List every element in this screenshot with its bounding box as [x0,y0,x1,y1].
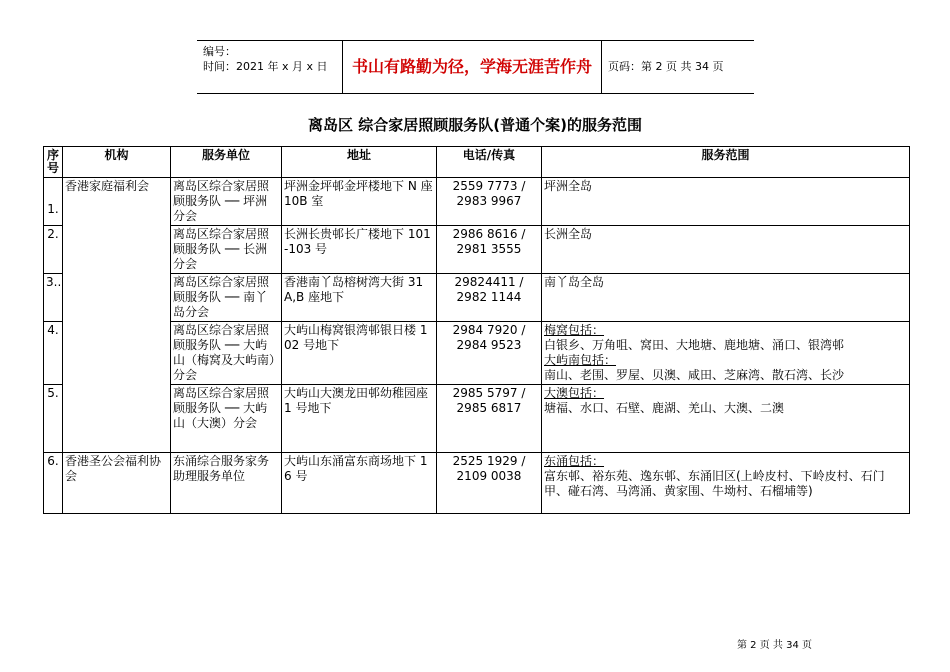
table-row [44,453,910,514]
address-cell: 大屿山东涌富东商场地下 16 号 [282,453,437,514]
fax-number: 2982 1144 [456,290,522,304]
address-cell: 大屿山大澳龙田邨幼稚园座 1 号地下 [282,385,437,453]
document-header [197,40,754,94]
scope-cell [542,322,910,385]
row-index: 3.. [44,274,63,322]
unit-cell: 离岛区综合家居照顾服务队 ── 大屿山（梅窝及大屿南）分会 [171,322,282,385]
col-header-phone: 电话/传真 [437,147,542,178]
col-header-unit: 服务单位 [171,147,282,178]
unit-cell: 离岛区综合家居照顾服务队 ── 大屿山（大澳）分会 [171,385,282,453]
scope-title: 东涌包括： [544,454,605,468]
unit-cell: 离岛区综合家居照顾服务队 ── 坪洲分会 [171,178,282,226]
header-motto: 书山有路勤为径，学海无涯苦作舟 [342,41,602,93]
phone-cell [437,385,542,453]
fax-number: 2109 0038 [456,469,522,483]
table-row [44,178,910,226]
scope-title-2: 大屿南包括： [544,353,617,367]
scope-text: 长洲全岛 [544,227,593,241]
scope-title: 梅窝包括： [544,323,605,337]
phone-cell [437,274,542,322]
row-index: 1. [44,178,63,226]
fax-number: 2984 9523 [456,338,522,352]
scope-title: 大澳包括： [544,386,605,400]
phone-number: 29824411 / [454,275,524,289]
col-header-scope: 服务范围 [542,147,910,178]
scope-cell [542,226,910,274]
header-page-label: 页码：第 2 页 共 34 页 [608,60,724,73]
scope-text: 塘福、水口、石壁、鹿湖、羌山、大澳、二澳 [544,401,785,415]
table-row [44,226,910,274]
time-label: 时间：2021 年 x 月 x 日 [203,60,328,73]
header-meta [197,41,342,93]
address-cell: 大屿山梅窝银湾邨银日楼 102 号地下 [282,322,437,385]
phone-number: 2984 7920 / [452,323,526,337]
table-row [44,274,910,322]
fax-number: 2981 3555 [456,242,522,256]
scope-text: 白银乡、万角咀、窝田、大地塘、鹿地塘、涌口、银湾邨 [544,338,845,352]
scope-text: 南丫岛全岛 [544,275,605,289]
scope-cell [542,453,910,514]
col-header-index: 序号 [44,147,63,178]
unit-cell: 离岛区综合家居照顾服务队 ── 长洲分会 [171,226,282,274]
address-cell: 香港南丫岛榕树湾大街 31A,B 座地下 [282,274,437,322]
row-index: 6. [44,453,63,514]
col-header-address: 地址 [282,147,437,178]
scope-cell [542,178,910,226]
table-header-row [44,147,910,178]
fax-number: 2985 6817 [456,401,522,415]
scope-cell [542,385,910,453]
phone-number: 2986 8616 / [452,227,526,241]
phone-number: 2559 7773 / [452,179,526,193]
scope-text: 富东邨、裕东苑、逸东邨、东涌旧区(上岭皮村、下岭皮村、石门甲、碰石湾、马湾涌、黄家围、牛坳村、石榴埔等) [544,469,885,498]
unit-cell: 东涌综合服务家务助理服务单位 [171,453,282,514]
scope-text-2: 南山、老围、罗屋、贝澳、咸田、芝麻湾、散石湾、长沙 [544,368,845,382]
org-cell: 香港圣公会福利协会 [63,453,171,514]
phone-number: 2985 5797 / [452,386,526,400]
row-index: 4. [44,322,63,385]
number-label: 编号： [203,45,236,58]
phone-cell [437,322,542,385]
address-cell: 坪洲金坪邨金坪楼地下 N 座 10B 室 [282,178,437,226]
row-index: 5. [44,385,63,453]
table-row [44,385,910,453]
phone-number: 2525 1929 / [452,454,526,468]
fax-number: 2983 9967 [456,194,522,208]
service-table [43,146,910,514]
phone-cell [437,178,542,226]
col-header-org: 机构 [63,147,171,178]
page-footer: 第 2 页 共 34 页 [737,640,812,651]
table-row [44,322,910,385]
address-cell: 长洲长贵邨长广楼地下 101-103 号 [282,226,437,274]
page-title: 离岛区 综合家居照顾服务队(普通个案)的服务范围 [308,116,642,134]
phone-cell [437,453,542,514]
row-index: 2. [44,226,63,274]
phone-cell [437,226,542,274]
org-cell: 香港家庭福利会 [63,178,171,453]
unit-cell: 离岛区综合家居照顾服务队 ── 南丫岛分会 [171,274,282,322]
scope-cell [542,274,910,322]
scope-text: 坪洲全岛 [544,179,593,193]
